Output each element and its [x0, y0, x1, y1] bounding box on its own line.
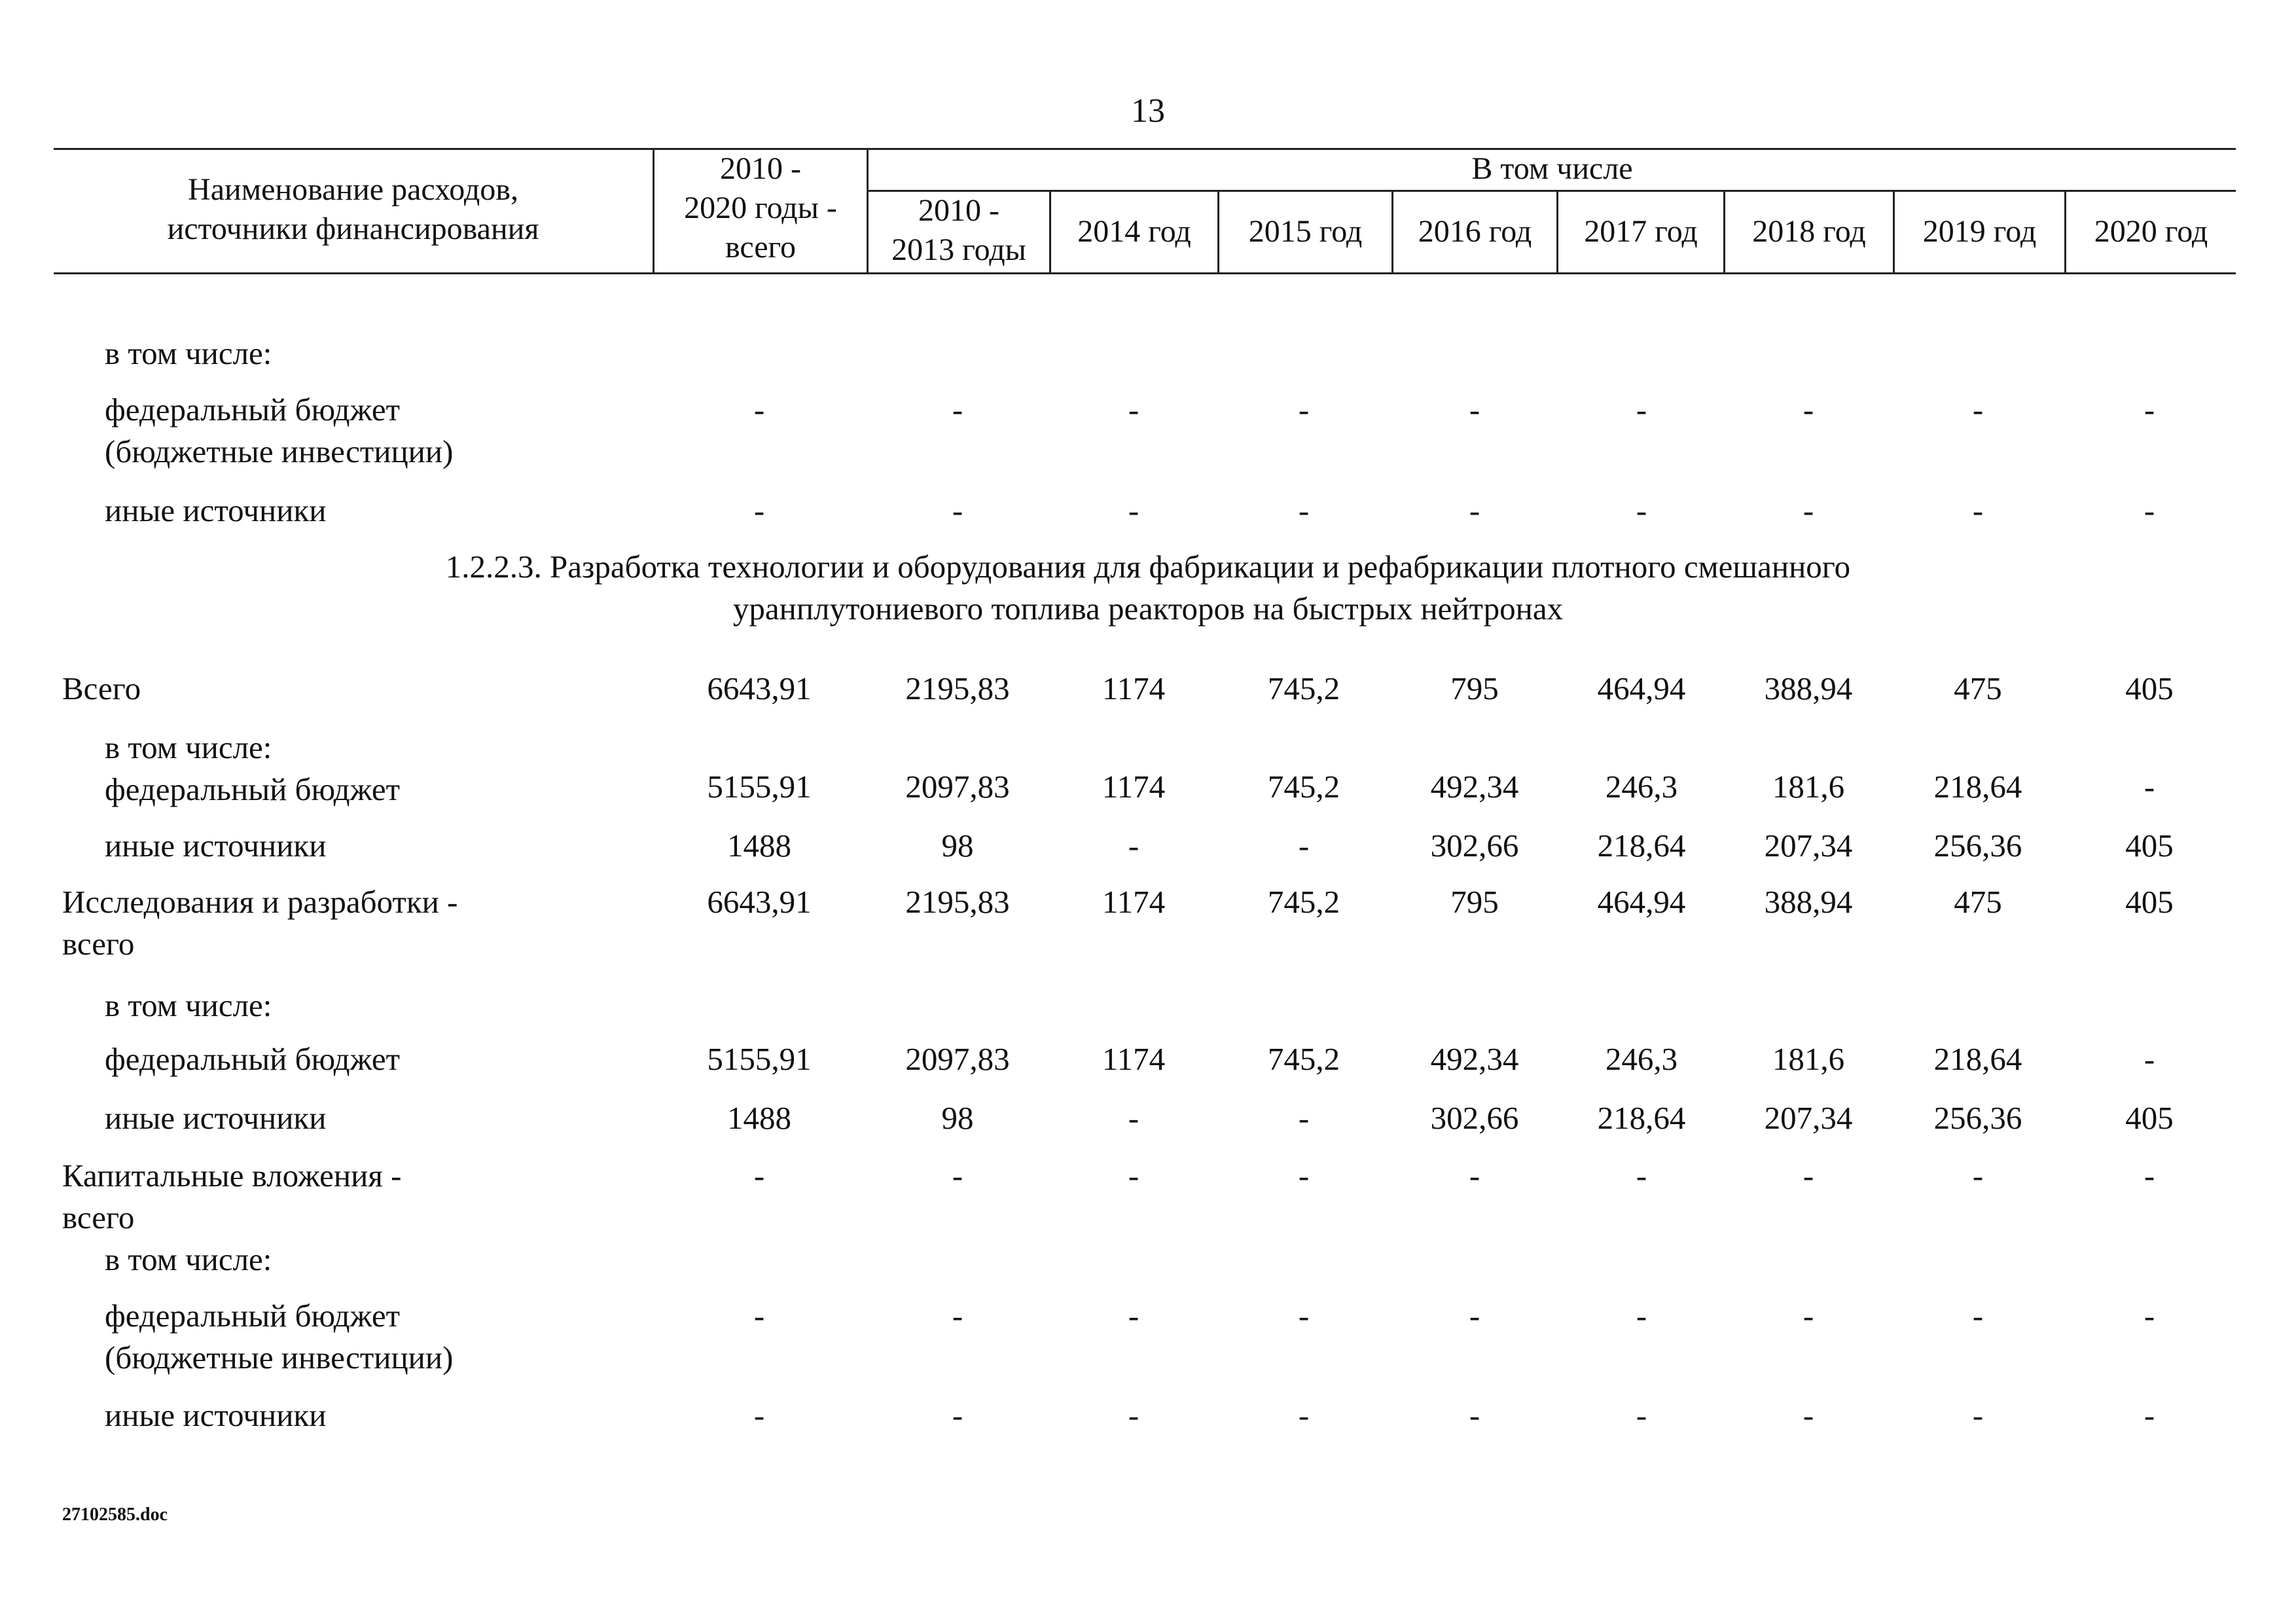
value-cell: - [2144, 769, 2155, 805]
value-cell: 745,2 [1267, 769, 1340, 805]
value-cell: 218,64 [1933, 769, 2022, 805]
header-period-column [869, 191, 1049, 270]
value-cell: 745,2 [1267, 1041, 1340, 1077]
row-label [105, 333, 668, 374]
value-cell: - [1298, 1397, 1310, 1433]
row-label [62, 1155, 625, 1239]
header-total-line: 2020 годы - [684, 191, 837, 225]
value-cell: 1174 [1102, 884, 1166, 920]
row-label [105, 727, 668, 811]
value-cell: 218,64 [1597, 828, 1686, 864]
value-cell: - [1298, 1100, 1310, 1136]
header-mid-rule [867, 190, 2236, 192]
value-cell: - [753, 392, 765, 428]
header-period-line: 2013 годы [891, 232, 1026, 267]
row-label-line: Исследования и разработки - [62, 884, 458, 920]
value-cell: 795 [1450, 884, 1499, 920]
value-cell: 302,66 [1430, 1100, 1519, 1136]
value-cell: 1174 [1102, 769, 1166, 805]
value-cell: - [1636, 1397, 1647, 1433]
value-cell: - [952, 492, 963, 528]
value-cell: - [1469, 1158, 1480, 1194]
row-label [105, 1395, 668, 1436]
value-cell: 745,2 [1267, 884, 1340, 920]
row-label [62, 881, 625, 965]
value-cell: - [1128, 392, 1139, 428]
value-cell: - [1972, 392, 1984, 428]
value-cell: 256,36 [1933, 1100, 2022, 1136]
value-cell: 492,34 [1430, 769, 1519, 805]
value-cell: - [753, 1298, 765, 1334]
header-total-line: всего [725, 230, 797, 264]
value-cell: 1488 [727, 828, 791, 864]
value-cell: 388,94 [1764, 670, 1853, 706]
value-cell: - [1636, 1158, 1647, 1194]
row-label-line: в том числе: [105, 1241, 272, 1277]
row-label [105, 1239, 668, 1281]
value-cell: 464,94 [1597, 670, 1686, 706]
row-label [105, 490, 668, 532]
value-cell: 302,66 [1430, 828, 1519, 864]
row-label-line: в том числе: [105, 335, 272, 371]
row-label-line: всего [62, 1199, 135, 1235]
header-name-column [54, 170, 653, 249]
value-cell: 2097,83 [905, 1041, 1010, 1077]
header-year-2014: 2014 год [1077, 214, 1191, 249]
row-label-line: всего [62, 926, 135, 962]
value-cell: - [1803, 1298, 1814, 1334]
value-cell: - [1298, 828, 1310, 864]
value-cell: - [1298, 392, 1310, 428]
row-label [62, 668, 625, 710]
section-title-line: 1.2.2.3. Разработка технологии и оборудования для фабрикации и рефабрикации плотного смешанного [445, 549, 1851, 585]
header-year-2016: 2016 год [1418, 214, 1532, 249]
value-cell: 218,64 [1933, 1041, 2022, 1077]
value-cell: - [1803, 1158, 1814, 1194]
value-cell: 475 [1954, 670, 2002, 706]
value-cell: 98 [941, 1100, 974, 1136]
value-cell: - [1128, 492, 1139, 528]
value-cell: 218,64 [1597, 1100, 1686, 1136]
value-cell: - [1128, 828, 1139, 864]
header-year-2017: 2017 год [1584, 214, 1698, 249]
row-label-line: (бюджетные инвестиции) [105, 1340, 454, 1376]
value-cell: 492,34 [1430, 1041, 1519, 1077]
value-cell: 2195,83 [905, 670, 1010, 706]
header-total-column [655, 149, 867, 267]
value-cell: 405 [2125, 828, 2174, 864]
row-label-line: (бюджетные инвестиции) [105, 433, 454, 469]
footer-file-name: 27102585.doc [62, 1504, 168, 1525]
value-cell: - [2144, 1397, 2155, 1433]
value-cell: - [2144, 1041, 2155, 1077]
value-cell: 5155,91 [707, 1041, 812, 1077]
row-label [105, 1295, 668, 1379]
value-cell: - [952, 1397, 963, 1433]
value-cell: - [1469, 1298, 1480, 1334]
value-cell: - [1636, 392, 1647, 428]
header-total-line: 2010 - [720, 151, 801, 186]
header-year-2018: 2018 год [1752, 214, 1866, 249]
value-cell: - [2144, 1158, 2155, 1194]
value-cell: - [1972, 1298, 1984, 1334]
section-title-line: уранплутониевого топлива реакторов на быстрых нейтронах [732, 591, 1564, 627]
header-year-2020: 2020 год [2094, 214, 2208, 249]
value-cell: - [1803, 492, 1814, 528]
row-label-line: иные источники [105, 1397, 327, 1433]
value-cell: 795 [1450, 670, 1499, 706]
value-cell: - [1128, 1397, 1139, 1433]
value-cell: 475 [1954, 884, 2002, 920]
value-cell: - [2144, 492, 2155, 528]
header-year-2019: 2019 год [1922, 214, 2037, 249]
value-cell: - [1636, 1298, 1647, 1334]
value-cell: 405 [2125, 670, 2174, 706]
value-cell: 5155,91 [707, 769, 812, 805]
value-cell: 1488 [727, 1100, 791, 1136]
value-cell: - [1128, 1100, 1139, 1136]
value-cell: 6643,91 [707, 670, 812, 706]
value-cell: - [952, 392, 963, 428]
value-cell: 207,34 [1764, 1100, 1853, 1136]
value-cell: - [1298, 1298, 1310, 1334]
row-label-line: федеральный бюджет [105, 392, 400, 428]
value-cell: - [952, 1158, 963, 1194]
value-cell: 388,94 [1764, 884, 1853, 920]
value-cell: - [1972, 492, 1984, 528]
value-cell: 256,36 [1933, 828, 2022, 864]
value-cell: 464,94 [1597, 884, 1686, 920]
row-label-line: иные источники [105, 492, 327, 528]
value-cell: 2097,83 [905, 769, 1010, 805]
row-label [105, 985, 668, 1027]
row-label-line: федеральный бюджет [105, 1298, 400, 1334]
value-cell: - [1469, 392, 1480, 428]
row-label [105, 1038, 668, 1080]
value-cell: 405 [2125, 1100, 2174, 1136]
value-cell: 405 [2125, 884, 2174, 920]
value-cell: - [1972, 1158, 1984, 1194]
row-label-line: федеральный бюджет [105, 771, 400, 807]
header-including: В том числе [1471, 151, 1633, 186]
value-cell: - [753, 1397, 765, 1433]
value-cell: 6643,91 [707, 884, 812, 920]
row-label-line: иные источники [105, 1100, 327, 1136]
row-label-line: федеральный бюджет [105, 1041, 400, 1077]
value-cell: 1174 [1102, 670, 1166, 706]
header-period-line: 2010 - [918, 193, 999, 228]
row-label [105, 1097, 668, 1139]
value-cell: - [1803, 392, 1814, 428]
row-label-line: иные источники [105, 828, 327, 864]
value-cell: 207,34 [1764, 828, 1853, 864]
value-cell: 2195,83 [905, 884, 1010, 920]
value-cell: - [1972, 1397, 1984, 1433]
value-cell: - [1469, 492, 1480, 528]
value-cell: - [753, 1158, 765, 1194]
header-bottom-rule [54, 272, 2236, 274]
value-cell: - [2144, 1298, 2155, 1334]
row-label-line: Всего [62, 670, 141, 706]
value-cell: - [1128, 1158, 1139, 1194]
value-cell: 745,2 [1267, 670, 1340, 706]
row-label-line: в том числе: [105, 729, 272, 765]
value-cell: 98 [941, 828, 974, 864]
header-name-line: Наименование расходов, [188, 172, 518, 207]
value-cell: - [952, 1298, 963, 1334]
value-cell: - [1298, 1158, 1310, 1194]
row-label [105, 389, 668, 473]
value-cell: - [1469, 1397, 1480, 1433]
value-cell: 246,3 [1605, 769, 1678, 805]
value-cell: 181,6 [1772, 1041, 1845, 1077]
value-cell: - [2144, 392, 2155, 428]
section-title [0, 546, 2296, 630]
row-label [105, 825, 668, 867]
value-cell: 181,6 [1772, 769, 1845, 805]
row-label-line: Капитальные вложения - [62, 1158, 402, 1194]
value-cell: - [753, 492, 765, 528]
page-number: 13 [1131, 92, 1165, 130]
value-cell: - [1128, 1298, 1139, 1334]
header-name-line: источники финансирования [167, 211, 539, 246]
row-label-line: в том числе: [105, 987, 272, 1023]
header-year-2015: 2015 год [1248, 214, 1363, 249]
value-cell: - [1803, 1397, 1814, 1433]
value-cell: - [1636, 492, 1647, 528]
value-cell: 246,3 [1605, 1041, 1678, 1077]
value-cell: 1174 [1102, 1041, 1166, 1077]
value-cell: - [1298, 492, 1310, 528]
